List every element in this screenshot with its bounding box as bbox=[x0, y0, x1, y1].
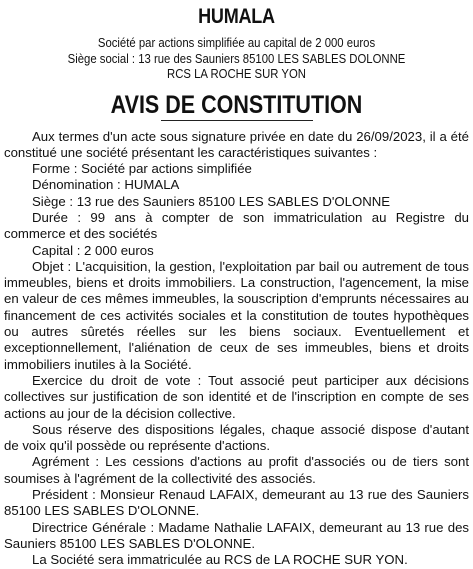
agrement-paragraph: Agrément : Les cessions d'actions au profit d'associés ou de tiers sont soumises à l'agrément de la collectivité des associés. bbox=[4, 454, 469, 486]
president-paragraph: Président : Monsieur Renaud LAFAIX, demeurant au 13 rue des Sauniers 85100 LES SABLES D'OLONNE. bbox=[4, 487, 469, 519]
capital-line: Société par actions simplifiée au capital de 2 000 euros bbox=[97, 36, 376, 50]
capital-paragraph: Capital : 2 000 euros bbox=[32, 242, 154, 258]
duree-paragraph: Durée : 99 ans à compter de son immatriculation au Registre du commerce et des sociétés bbox=[4, 209, 469, 242]
intro-paragraph: Aux termes d'un acte sous signature privée en date du 26/09/2023, il a été constitué une société présentant les caractéristiques suivantes : bbox=[4, 128, 469, 160]
company-name: HUMALA bbox=[198, 5, 275, 28]
objet-paragraph: Objet : L'acquisition, la gestion, l'exploitation par bail ou autrement de tous immeubles, biens et droits immobiliers. La construction, l'agencement, la mise en valeur de ces mêmes immeubles, la souscription d'emprunts nécessaires au financement de ces activités sociales et la constitution de toutes hypothèques ou autres sûretés réelles sur les biens sociaux. Eventuellement et exceptionnellement, l'aliénation de ceux de ses immeubles, biens et droits immobiliers inutiles à la Société. bbox=[4, 258, 469, 372]
notice-body bbox=[4, 129, 469, 569]
company-header-details bbox=[4, 36, 469, 83]
vote-paragraph: Exercice du droit de vote : Tout associé peut participer aux décisions collectives sur justification de son identité et de l'inscription en compte de ses actions au jour de la décision collective. bbox=[4, 372, 469, 421]
directrice-paragraph: Directrice Générale : Madame Nathalie LAFAIX, demeurant au 13 rue des Sauniers 85100 LES SABLES D'OLONNE. bbox=[4, 519, 469, 551]
immatriculation-paragraph: La Société sera immatriculée au RCS de LA ROCHE SUR YON. bbox=[32, 552, 408, 568]
forme-paragraph: Forme : Société par actions simplifiée bbox=[32, 161, 252, 177]
notice-title: AVIS DE CONSTITUTION bbox=[110, 90, 363, 119]
siege-paragraph: Siège : 13 rue des Sauniers 85100 LES SABLES D'OLONNE bbox=[32, 193, 391, 209]
registered-office-line: Siège social : 13 rue des Sauniers 85100 LES SABLES DOLONNE bbox=[67, 51, 406, 66]
denomination-paragraph: Dénomination : HUMALA bbox=[32, 177, 180, 193]
voix-paragraph: Sous réserve des dispositions légales, chaque associé dispose d'autant de voix qu'il possède ou représente d'actions. bbox=[4, 421, 469, 454]
rcs-line: RCS LA ROCHE SUR YON bbox=[167, 67, 306, 81]
title-divider bbox=[161, 120, 313, 121]
